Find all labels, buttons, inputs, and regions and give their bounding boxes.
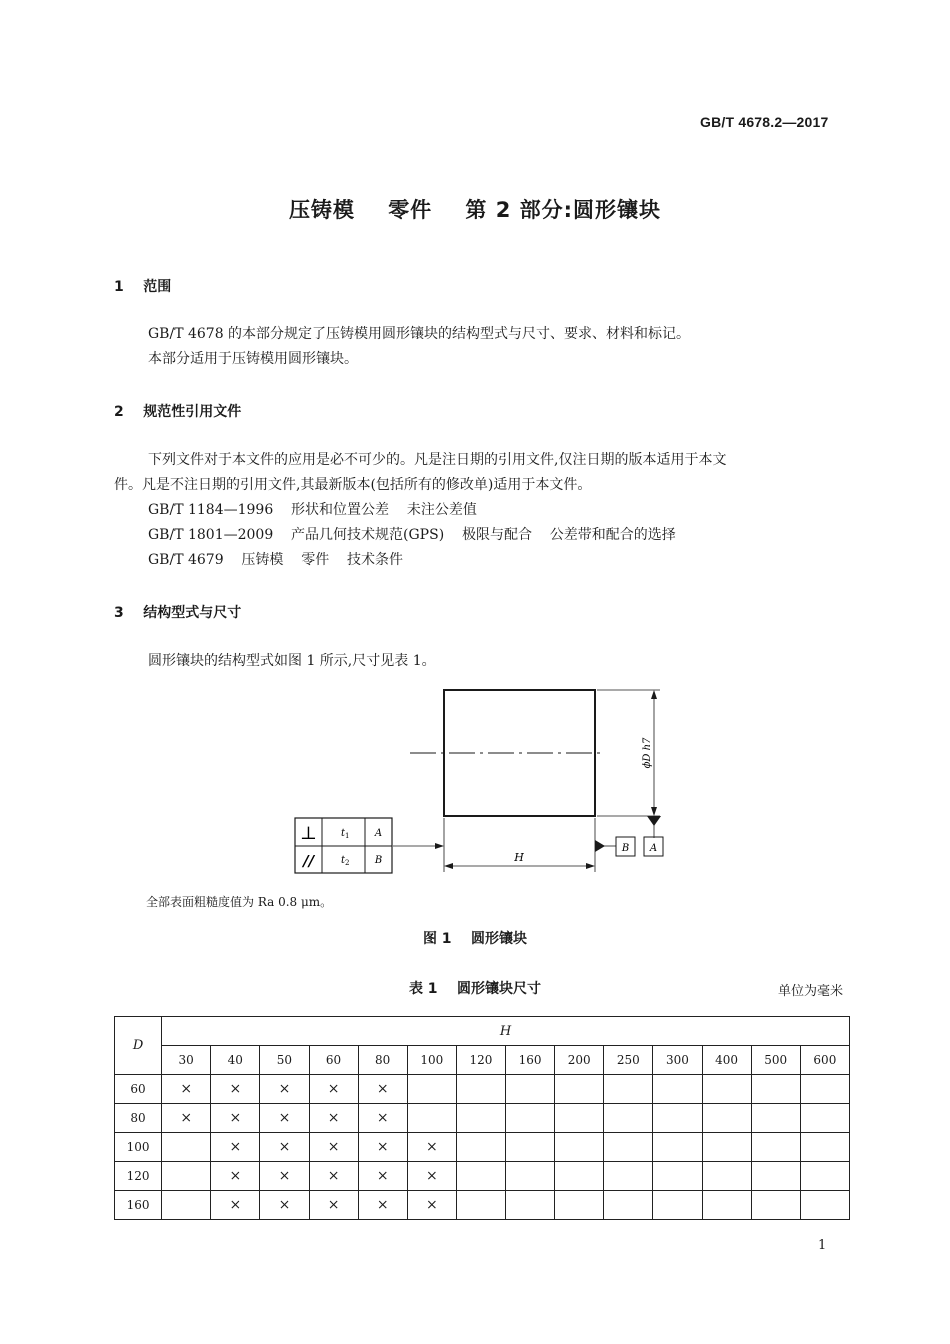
table-cell: × xyxy=(260,1133,309,1162)
section-3-paragraph-1: 圆形镶块的结构型式如图 1 所示,尺寸见表 1。 xyxy=(148,653,436,669)
reference-gbt4679: GB/T 4679 压铸模 零件 技术条件 xyxy=(148,552,404,568)
diameter-arrow-bottom xyxy=(651,807,657,816)
column-header: 100 xyxy=(407,1046,456,1075)
roughness-note: 全部表面粗糙度值为 Ra 0.8 μm。 xyxy=(146,895,333,909)
table-cell xyxy=(456,1191,505,1220)
table-row xyxy=(115,1162,850,1191)
table-cell: × xyxy=(260,1075,309,1104)
table-row xyxy=(115,1133,850,1162)
table-cell xyxy=(506,1104,555,1133)
table-cell xyxy=(653,1104,702,1133)
row-d-value: 80 xyxy=(115,1104,162,1133)
tolerance-t2-subscript: 2 xyxy=(345,859,350,867)
section-1-paragraph-1: GB/T 4678 的本部分规定了压铸模用圆形镶块的结构型式与尺寸、要求、材料和标记。 xyxy=(148,326,691,342)
figure-caption: 图 1 圆形镶块 xyxy=(422,931,528,947)
insert-dimensions-table xyxy=(114,1016,850,1220)
table-cell xyxy=(604,1104,653,1133)
column-header: 400 xyxy=(702,1046,751,1075)
tolerance-t2: t xyxy=(341,855,346,866)
row-d-value: 160 xyxy=(115,1191,162,1220)
length-arrow-left xyxy=(444,863,453,869)
table-cell: × xyxy=(358,1162,407,1191)
table-cell: × xyxy=(211,1191,260,1220)
length-label: H xyxy=(514,851,524,864)
section-2-heading: 2 规范性引用文件 xyxy=(114,404,242,420)
table-cell xyxy=(653,1191,702,1220)
section-2-paragraph-2: 件。凡是不注日期的引用文件,其最新版本(包括所有的修改单)适用于本文件。 xyxy=(114,477,592,493)
section-3-heading: 3 结构型式与尺寸 xyxy=(114,605,242,621)
table-cell xyxy=(604,1162,653,1191)
table-cell xyxy=(506,1133,555,1162)
table-cell: × xyxy=(309,1191,358,1220)
tolerance-t1: t xyxy=(341,828,346,839)
datum-a-triangle xyxy=(647,816,661,826)
table-cell xyxy=(555,1162,604,1191)
reference-gbt1184: GB/T 1184—1996 形状和位置公差 未注公差值 xyxy=(148,502,477,518)
table-cell xyxy=(702,1133,751,1162)
table-cell xyxy=(456,1133,505,1162)
table-cell xyxy=(506,1075,555,1104)
table-row xyxy=(115,1191,850,1220)
table-cell xyxy=(407,1075,456,1104)
column-header: 500 xyxy=(751,1046,800,1075)
datum-a-label: A xyxy=(649,843,658,854)
table-cell xyxy=(702,1162,751,1191)
perpendicularity-symbol: ⊥ xyxy=(300,823,317,844)
table-cell xyxy=(653,1133,702,1162)
table-cell: × xyxy=(309,1075,358,1104)
table-cell xyxy=(751,1191,800,1220)
table-cell xyxy=(604,1191,653,1220)
row-d-value: 100 xyxy=(115,1133,162,1162)
table-cell: × xyxy=(260,1191,309,1220)
table-cell xyxy=(407,1104,456,1133)
table-cell xyxy=(800,1104,849,1133)
table-cell: × xyxy=(162,1075,211,1104)
table-cell xyxy=(702,1104,751,1133)
table-caption: 表 1 圆形镶块尺寸 xyxy=(408,981,542,997)
table-row xyxy=(115,1104,850,1133)
standard-number: GB/T 4678.2—2017 xyxy=(700,114,829,130)
table-cell xyxy=(604,1133,653,1162)
table-cell xyxy=(162,1133,211,1162)
table-cell xyxy=(800,1075,849,1104)
table-cell xyxy=(751,1104,800,1133)
column-header: 80 xyxy=(358,1046,407,1075)
fcf-datum-a: A xyxy=(374,828,383,839)
table-cell: × xyxy=(260,1162,309,1191)
table-cell: × xyxy=(211,1162,260,1191)
table-cell xyxy=(653,1162,702,1191)
table-cell xyxy=(800,1191,849,1220)
column-header: 250 xyxy=(604,1046,653,1075)
table-cell xyxy=(800,1133,849,1162)
table-cell: × xyxy=(260,1104,309,1133)
table-cell xyxy=(456,1104,505,1133)
table-cell: × xyxy=(162,1104,211,1133)
table-cell xyxy=(751,1162,800,1191)
table-cell xyxy=(555,1075,604,1104)
table-cell: × xyxy=(358,1133,407,1162)
table-cell: × xyxy=(358,1191,407,1220)
diameter-arrow-top xyxy=(651,690,657,699)
table-cell: × xyxy=(407,1162,456,1191)
table-cell xyxy=(751,1133,800,1162)
column-header: 300 xyxy=(653,1046,702,1075)
table-cell xyxy=(456,1162,505,1191)
datum-b-triangle xyxy=(595,840,605,852)
tolerance-t1-subscript: 1 xyxy=(345,832,350,840)
datum-b-label: B xyxy=(621,843,630,854)
fcf-datum-b: B xyxy=(374,855,383,866)
table-cell xyxy=(555,1133,604,1162)
table-cell: × xyxy=(358,1104,407,1133)
table-cell xyxy=(751,1075,800,1104)
table-cell xyxy=(555,1191,604,1220)
table-cell xyxy=(800,1162,849,1191)
column-header-row xyxy=(115,1046,850,1075)
column-header: 60 xyxy=(309,1046,358,1075)
section-1-heading: 1 范围 xyxy=(114,279,172,295)
page-number: 1 xyxy=(818,1238,827,1253)
fcf-leader-arrow xyxy=(435,843,444,849)
length-arrow-right xyxy=(586,863,595,869)
diameter-label: ϕD h7 xyxy=(642,737,653,769)
column-header: 50 xyxy=(260,1046,309,1075)
table-cell: × xyxy=(309,1104,358,1133)
row-d-value: 120 xyxy=(115,1162,162,1191)
table-row xyxy=(115,1075,850,1104)
column-header: 120 xyxy=(456,1046,505,1075)
table-cell xyxy=(506,1162,555,1191)
table-cell: × xyxy=(407,1191,456,1220)
table-cell xyxy=(604,1075,653,1104)
section-2-paragraph-1: 下列文件对于本文件的应用是必不可少的。凡是注日期的引用文件,仅注日期的版本适用于本文 xyxy=(148,452,727,468)
column-header: 40 xyxy=(211,1046,260,1075)
table-cell: × xyxy=(407,1133,456,1162)
table-cell xyxy=(162,1191,211,1220)
reference-gbt1801: GB/T 1801—2009 产品几何技术规范(GPS) 极限与配合 公差带和配合的选择 xyxy=(148,527,676,543)
table-cell: × xyxy=(309,1133,358,1162)
table-cell: × xyxy=(358,1075,407,1104)
column-header: 600 xyxy=(800,1046,849,1075)
table-cell: × xyxy=(309,1162,358,1191)
table-cell xyxy=(702,1191,751,1220)
table-cell: × xyxy=(211,1075,260,1104)
col-group-header-h: H xyxy=(162,1017,850,1046)
column-header: 160 xyxy=(506,1046,555,1075)
unit-note: 单位为毫米 xyxy=(778,984,844,999)
table-cell xyxy=(653,1075,702,1104)
table-cell xyxy=(456,1075,505,1104)
table-cell xyxy=(506,1191,555,1220)
section-1-paragraph-2: 本部分适用于压铸模用圆形镶块。 xyxy=(148,351,358,367)
parallelism-symbol: // xyxy=(303,852,314,870)
column-header: 30 xyxy=(162,1046,211,1075)
column-header: 200 xyxy=(555,1046,604,1075)
table-cell xyxy=(702,1075,751,1104)
table-cell xyxy=(555,1104,604,1133)
document-title: 压铸模 零件 第 2 部分:圆形镶块 xyxy=(288,198,662,222)
table-cell: × xyxy=(211,1104,260,1133)
table-cell: × xyxy=(211,1133,260,1162)
row-header-d: D xyxy=(115,1017,162,1075)
row-d-value: 60 xyxy=(115,1075,162,1104)
table-cell xyxy=(162,1162,211,1191)
